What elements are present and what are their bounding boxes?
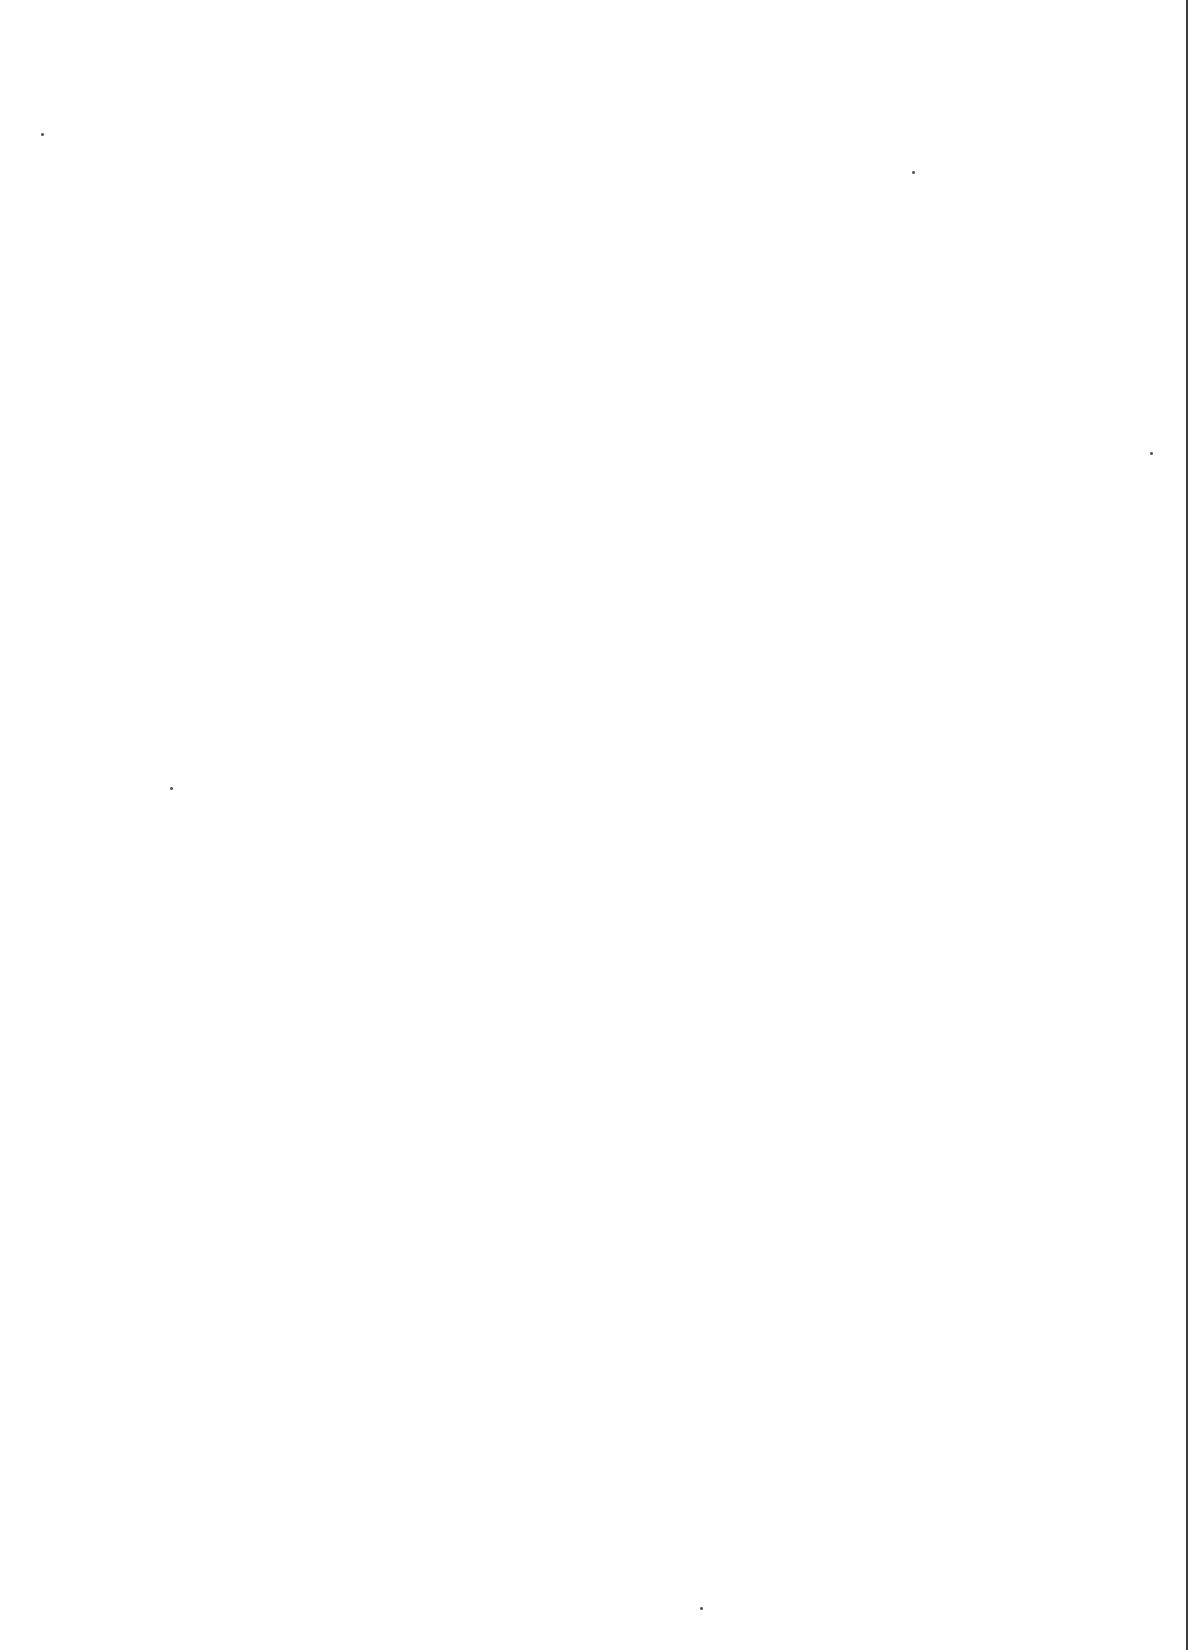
scan-speck <box>700 1607 703 1610</box>
document-page <box>178 60 1078 88</box>
scan-speck <box>41 133 44 136</box>
scan-speck <box>170 787 173 790</box>
scan-edge-line <box>1186 0 1188 1650</box>
scan-speck <box>1150 452 1153 455</box>
scan-speck <box>912 171 915 174</box>
